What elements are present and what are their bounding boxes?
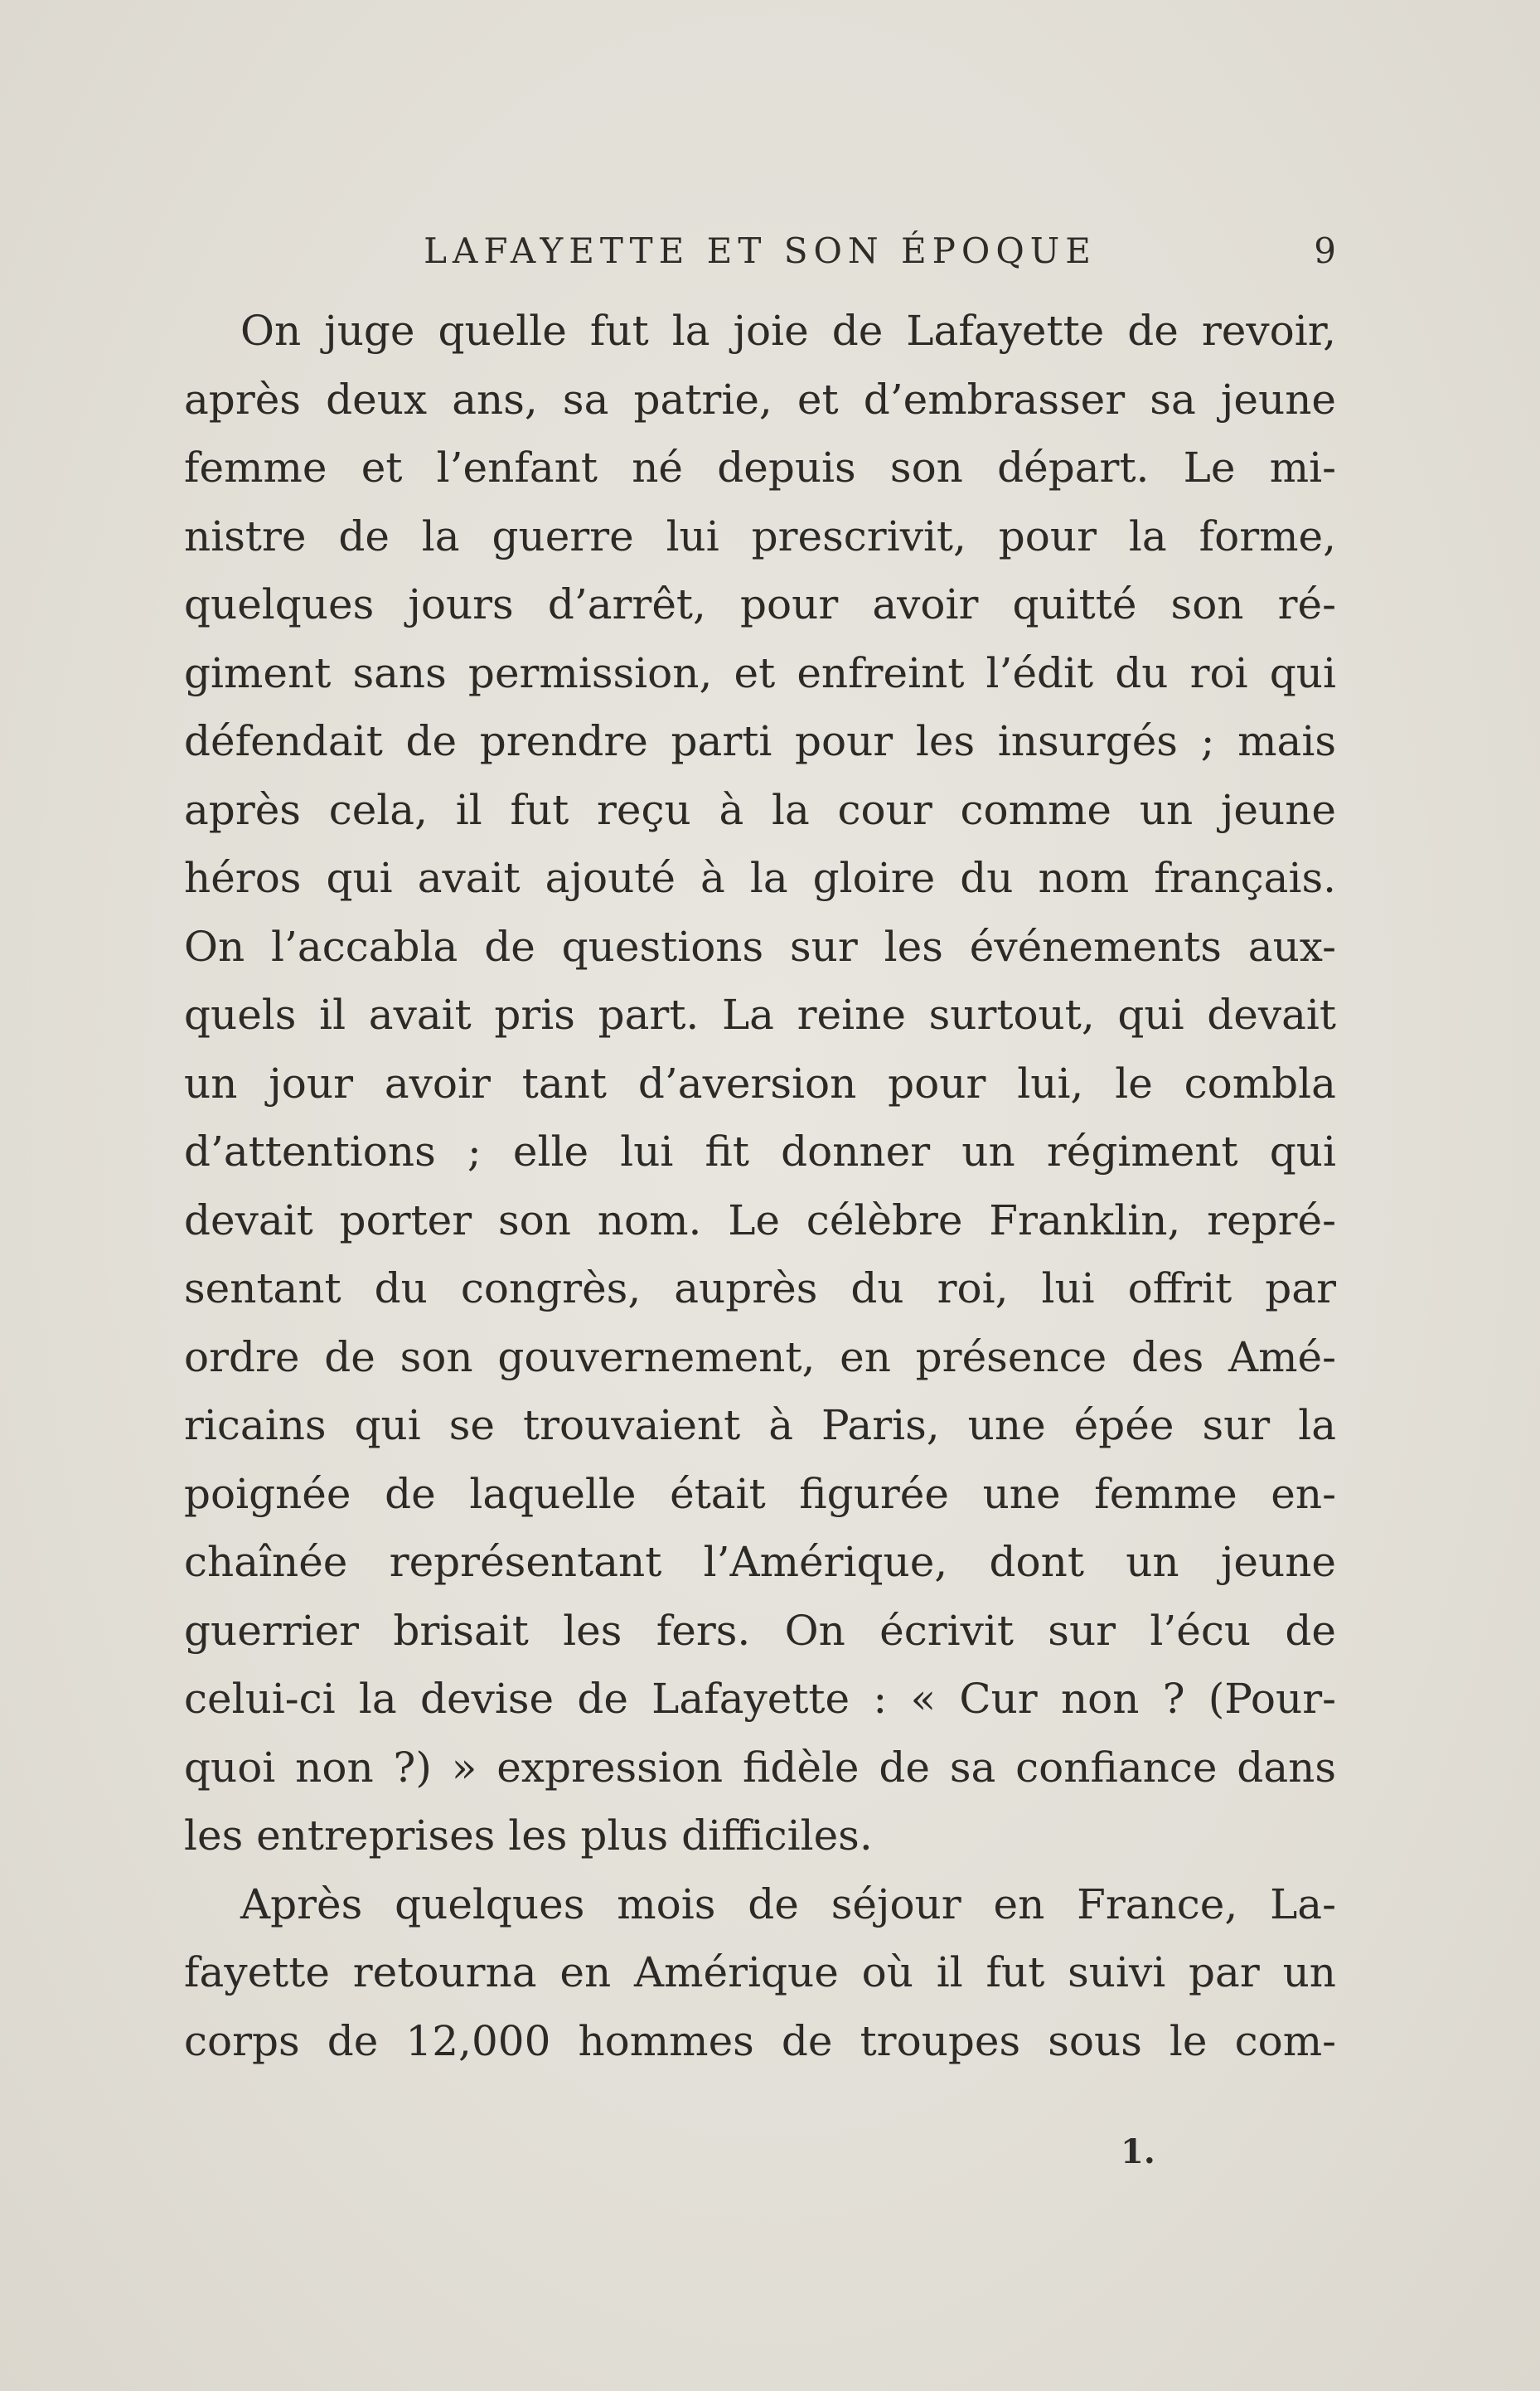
signature-mark: 1. <box>1121 2132 1155 2171</box>
text-line: un jour avoir tant d’aversion pour lui, le combla <box>184 1059 1336 1108</box>
text-line: poignée de laquelle était figurée une femme en- <box>184 1469 1336 1518</box>
text-line: les entreprises les plus difficiles. <box>184 1811 873 1860</box>
page-header <box>184 230 1336 280</box>
text-line: On juge quelle fut la joie de Lafayette de revoir, <box>240 307 1336 355</box>
text-line: après cela, il fut reçu à la cour comme un jeune <box>184 785 1336 834</box>
text-line: celui-ci la devise de Lafayette : « Cur non ? (Pour- <box>184 1675 1336 1723</box>
text-line: Après quelques mois de séjour en France, La- <box>240 1879 1336 1928</box>
text-line: ordre de son gouvernement, en présence des Amé- <box>184 1332 1336 1381</box>
text-line: corps de 12,000 hommes de troupes sous le com- <box>184 2016 1336 2065</box>
text-line: sentant du congrès, auprès du roi, lui offrit par <box>184 1264 1336 1312</box>
text-line: nistre de la guerre lui prescrivit, pour la forme, <box>184 512 1336 560</box>
text-line: quoi non ?) » expression fidèle de sa confiance dans <box>184 1743 1336 1792</box>
text-line: défendait de prendre parti pour les insurgés ; mais <box>184 717 1336 765</box>
text-line: quels il avait pris part. La reine surtout, qui devait <box>184 991 1336 1039</box>
text-line: après deux ans, sa patrie, et d’embrasser sa jeune <box>184 375 1336 424</box>
text-line: guerrier brisait les fers. On écrivit sur l’écu de <box>184 1606 1336 1655</box>
page-number: 9 <box>1314 230 1336 271</box>
text-line: fayette retourna en Amérique où il fut suivi par un <box>184 1948 1336 1996</box>
text-line: ricains qui se trouvaient à Paris, une épée sur la <box>184 1401 1336 1449</box>
body-text <box>184 297 1336 2075</box>
text-line: femme et l’enfant né depuis son départ. Le mi- <box>184 444 1336 492</box>
text-line: On l’accabla de questions sur les événements aux- <box>184 922 1336 971</box>
text-line: quelques jours d’arrêt, pour avoir quitté son ré- <box>184 580 1336 628</box>
running-title: LAFAYETTE ET SON ÉPOQUE <box>424 230 1097 271</box>
text-line: devait porter son nom. Le célèbre Franklin, repré- <box>184 1196 1336 1244</box>
text-line: chaînée représentant l’Amérique, dont un jeune <box>184 1538 1336 1586</box>
text-line: héros qui avait ajouté à la gloire du nom français. <box>184 854 1336 902</box>
text-line: d’attentions ; elle lui fit donner un régiment qui <box>184 1128 1336 1176</box>
text-line: giment sans permission, et enfreint l’édit du roi qui <box>184 648 1336 697</box>
